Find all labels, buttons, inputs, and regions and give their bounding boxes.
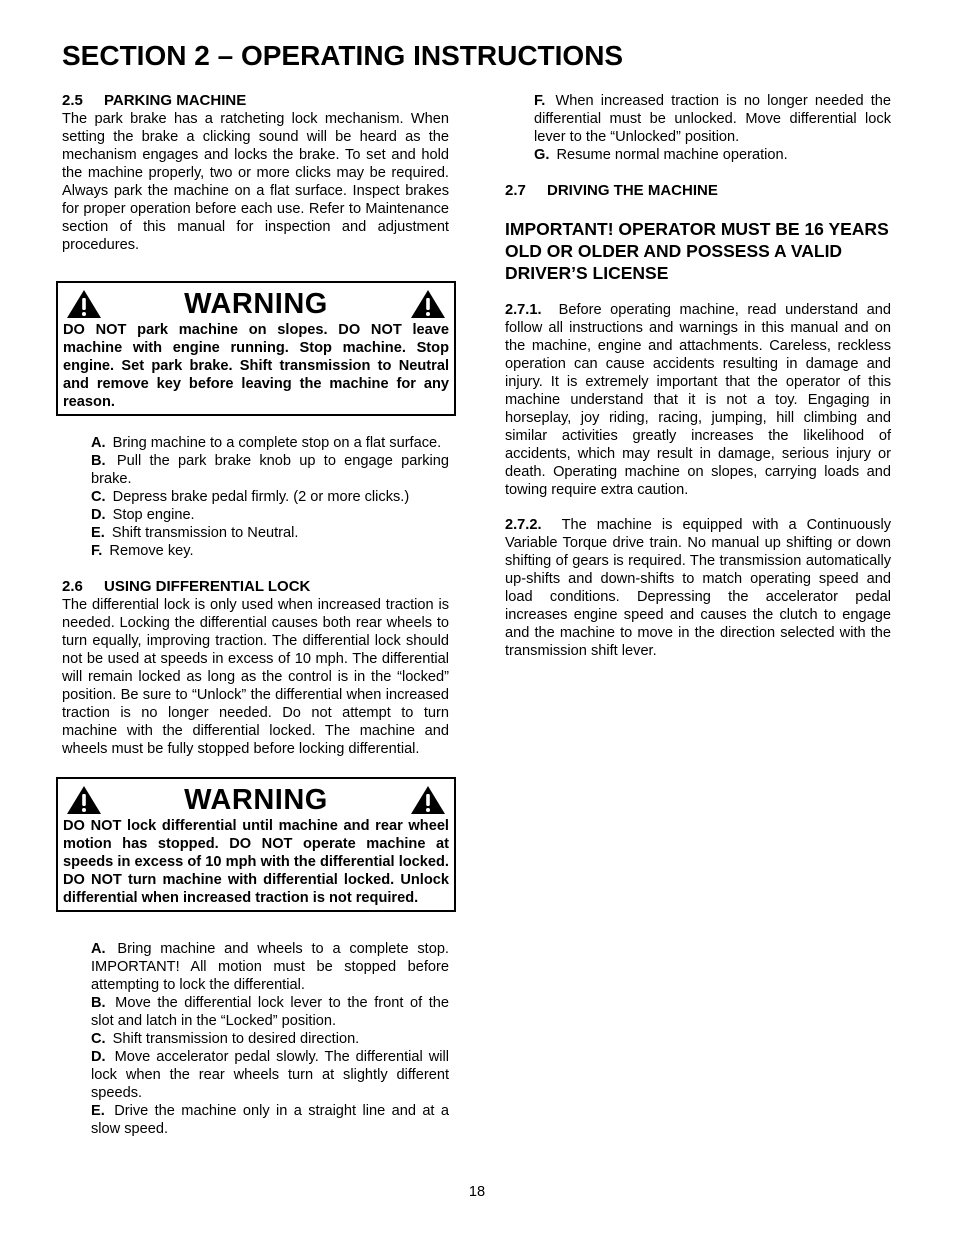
warning-triangle-icon [410,785,446,815]
section-2-5-heading [62,92,449,110]
step-letter: F. [534,93,546,109]
step-item [91,434,449,452]
warning-triangle-icon [410,289,446,319]
step-text: Bring machine and wheels to a complete stop. IMPORTANT! All motion must be stopped before attempting to lock the differential. [91,941,449,993]
step-text: Bring machine to a complete stop on a flat surface. [112,435,442,451]
differential-steps-continued [505,92,891,164]
step-item [91,542,449,560]
section-number: 2.5 [62,92,83,109]
step-letter: B. [91,995,106,1011]
step-text: Shift transmission to Neutral. [111,525,299,541]
step-item [91,940,449,994]
step-letter: E. [91,525,105,541]
paragraph-2-7-1 [505,301,891,499]
step-item [91,1048,449,1102]
step-text: Shift transmission to desired direction. [112,1031,360,1047]
step-text: Move the differential lock lever to the front of the slot and latch in the “Locked” position. [91,995,449,1029]
paragraph-text: The machine is equipped with a Continuously Variable Torque drive train. No manual up shifting or down shifting of gears is required. The transmission automatically up-shifts and down-shifts to match operating speed and load conditions. Depressing the accelerator pedal increases engine speed and causes the clutch to engage and the machine to move in the direction selected with the transmission shift lever. [505,517,892,659]
age-requirement-notice: IMPORTANT! OPERATOR MUST BE 16 YEARS OLD OR OLDER AND POSSESS A VALID DRIVER’S LICENSE [505,219,889,283]
differential-steps-list [62,940,449,1138]
warning-header [63,781,449,817]
step-text: Remove key. [109,543,194,559]
paragraph-text: Before operating machine, read understand and follow all instructions and warnings in this manual and on the machine, engine and attachments. Careless, reckless operation can cause accidents resulting in damage and injury. It is extremely important that the operator of this machine understand that it is not a toy. Engaging in horseplay, joy riding, racing, jumping, hill climbing and similar activities greatly increases the likelihood of accidents, which may result in damage, serious injury or death. Operating machine on slopes, carrying loads and towing require extra caution. [505,302,891,498]
paragraph-2-7-2 [505,516,891,660]
left-column [62,92,449,1138]
step-item [91,488,449,506]
right-column [505,92,891,660]
parking-warning-box [56,281,456,416]
section-2-6-heading [62,578,449,596]
step-item [91,1102,449,1138]
section-title: PARKING MACHINE [104,92,247,109]
step-letter: A. [91,435,106,451]
differential-lock-body: The differential lock is only used when increased traction is needed. Locking the differential causes both rear wheels to turn equally, improving traction. The differential lock should not be used at speeds in excess of 10 mph. The differential will remain locked as long as the control is in the “locked” position. Be sure to “Unlock” the differential when increased traction is no longer needed. Do not attempt to turn machine with the differential locked. The machine and wheels must be fully stopped before locking differential. [62,597,449,757]
step-letter: D. [91,507,106,523]
section-number: 2.7 [505,182,526,199]
step-item [91,524,449,542]
step-letter: C. [91,489,106,505]
step-item [534,146,891,164]
step-text: When increased traction is no longer needed the differential must be unlocked. Move differential lock lever to the “Unlocked” position. [534,93,891,145]
warning-title: WARNING [184,784,328,816]
step-letter: B. [91,453,106,469]
step-text: Drive the machine only in a straight line and at a slow speed. [91,1103,449,1137]
step-item [91,452,449,488]
warning-header [63,285,449,321]
step-text: Depress brake pedal firmly. (2 or more clicks.) [112,489,410,505]
step-item [91,994,449,1030]
paragraph-number: 2.7.2. [505,517,542,533]
section-title: USING DIFFERENTIAL LOCK [104,578,311,595]
step-letter: C. [91,1031,106,1047]
step-text: Resume normal machine operation. [556,147,788,163]
warning-text: DO NOT park machine on slopes. DO NOT leave machine with engine running. Stop machine. Stop engine. Set park brake. Shift transmission to Neutral and remove key before leaving the machine for any reason. [63,322,449,410]
step-text: Move accelerator pedal slowly. The differential will lock when the rear wheels turn at slightly different speeds. [91,1049,449,1101]
paragraph-number: 2.7.1. [505,302,542,318]
step-item [91,1030,449,1048]
step-text: Stop engine. [112,507,195,523]
section-title: DRIVING THE MACHINE [547,182,718,199]
step-text: Pull the park brake knob up to engage parking brake. [91,453,449,487]
step-item [91,506,449,524]
step-letter: D. [91,1049,106,1065]
step-letter: E. [91,1103,105,1119]
step-letter: A. [91,941,106,957]
step-item [534,92,891,146]
section-2-7-heading [505,182,891,200]
differential-warning-box [56,777,456,912]
step-letter: G. [534,147,550,163]
page-title: SECTION 2 – OPERATING INSTRUCTIONS [62,40,624,71]
parking-machine-body: The park brake has a ratcheting lock mechanism. When setting the brake a clicking sound will be heard as the mechanism engages and locks the brake. To set and hold the machine properly, two or more clicks may be required. Always park the machine on a flat surface. Inspect brakes for proper operation before each use. Refer to Maintenance section of this manual for inspection and adjustment procedures. [62,111,449,253]
parking-steps-list [62,434,449,560]
warning-title: WARNING [184,288,328,320]
step-letter: F. [91,543,103,559]
section-number: 2.6 [62,578,83,595]
page-number: 18 [468,1184,486,1200]
warning-text: DO NOT lock differential until machine and rear wheel motion has stopped. DO NOT operate machine at speeds in excess of 10 mph with the differential locked. DO NOT turn machine with differential locked. Unlock differential when increased traction is not required. [63,818,449,906]
